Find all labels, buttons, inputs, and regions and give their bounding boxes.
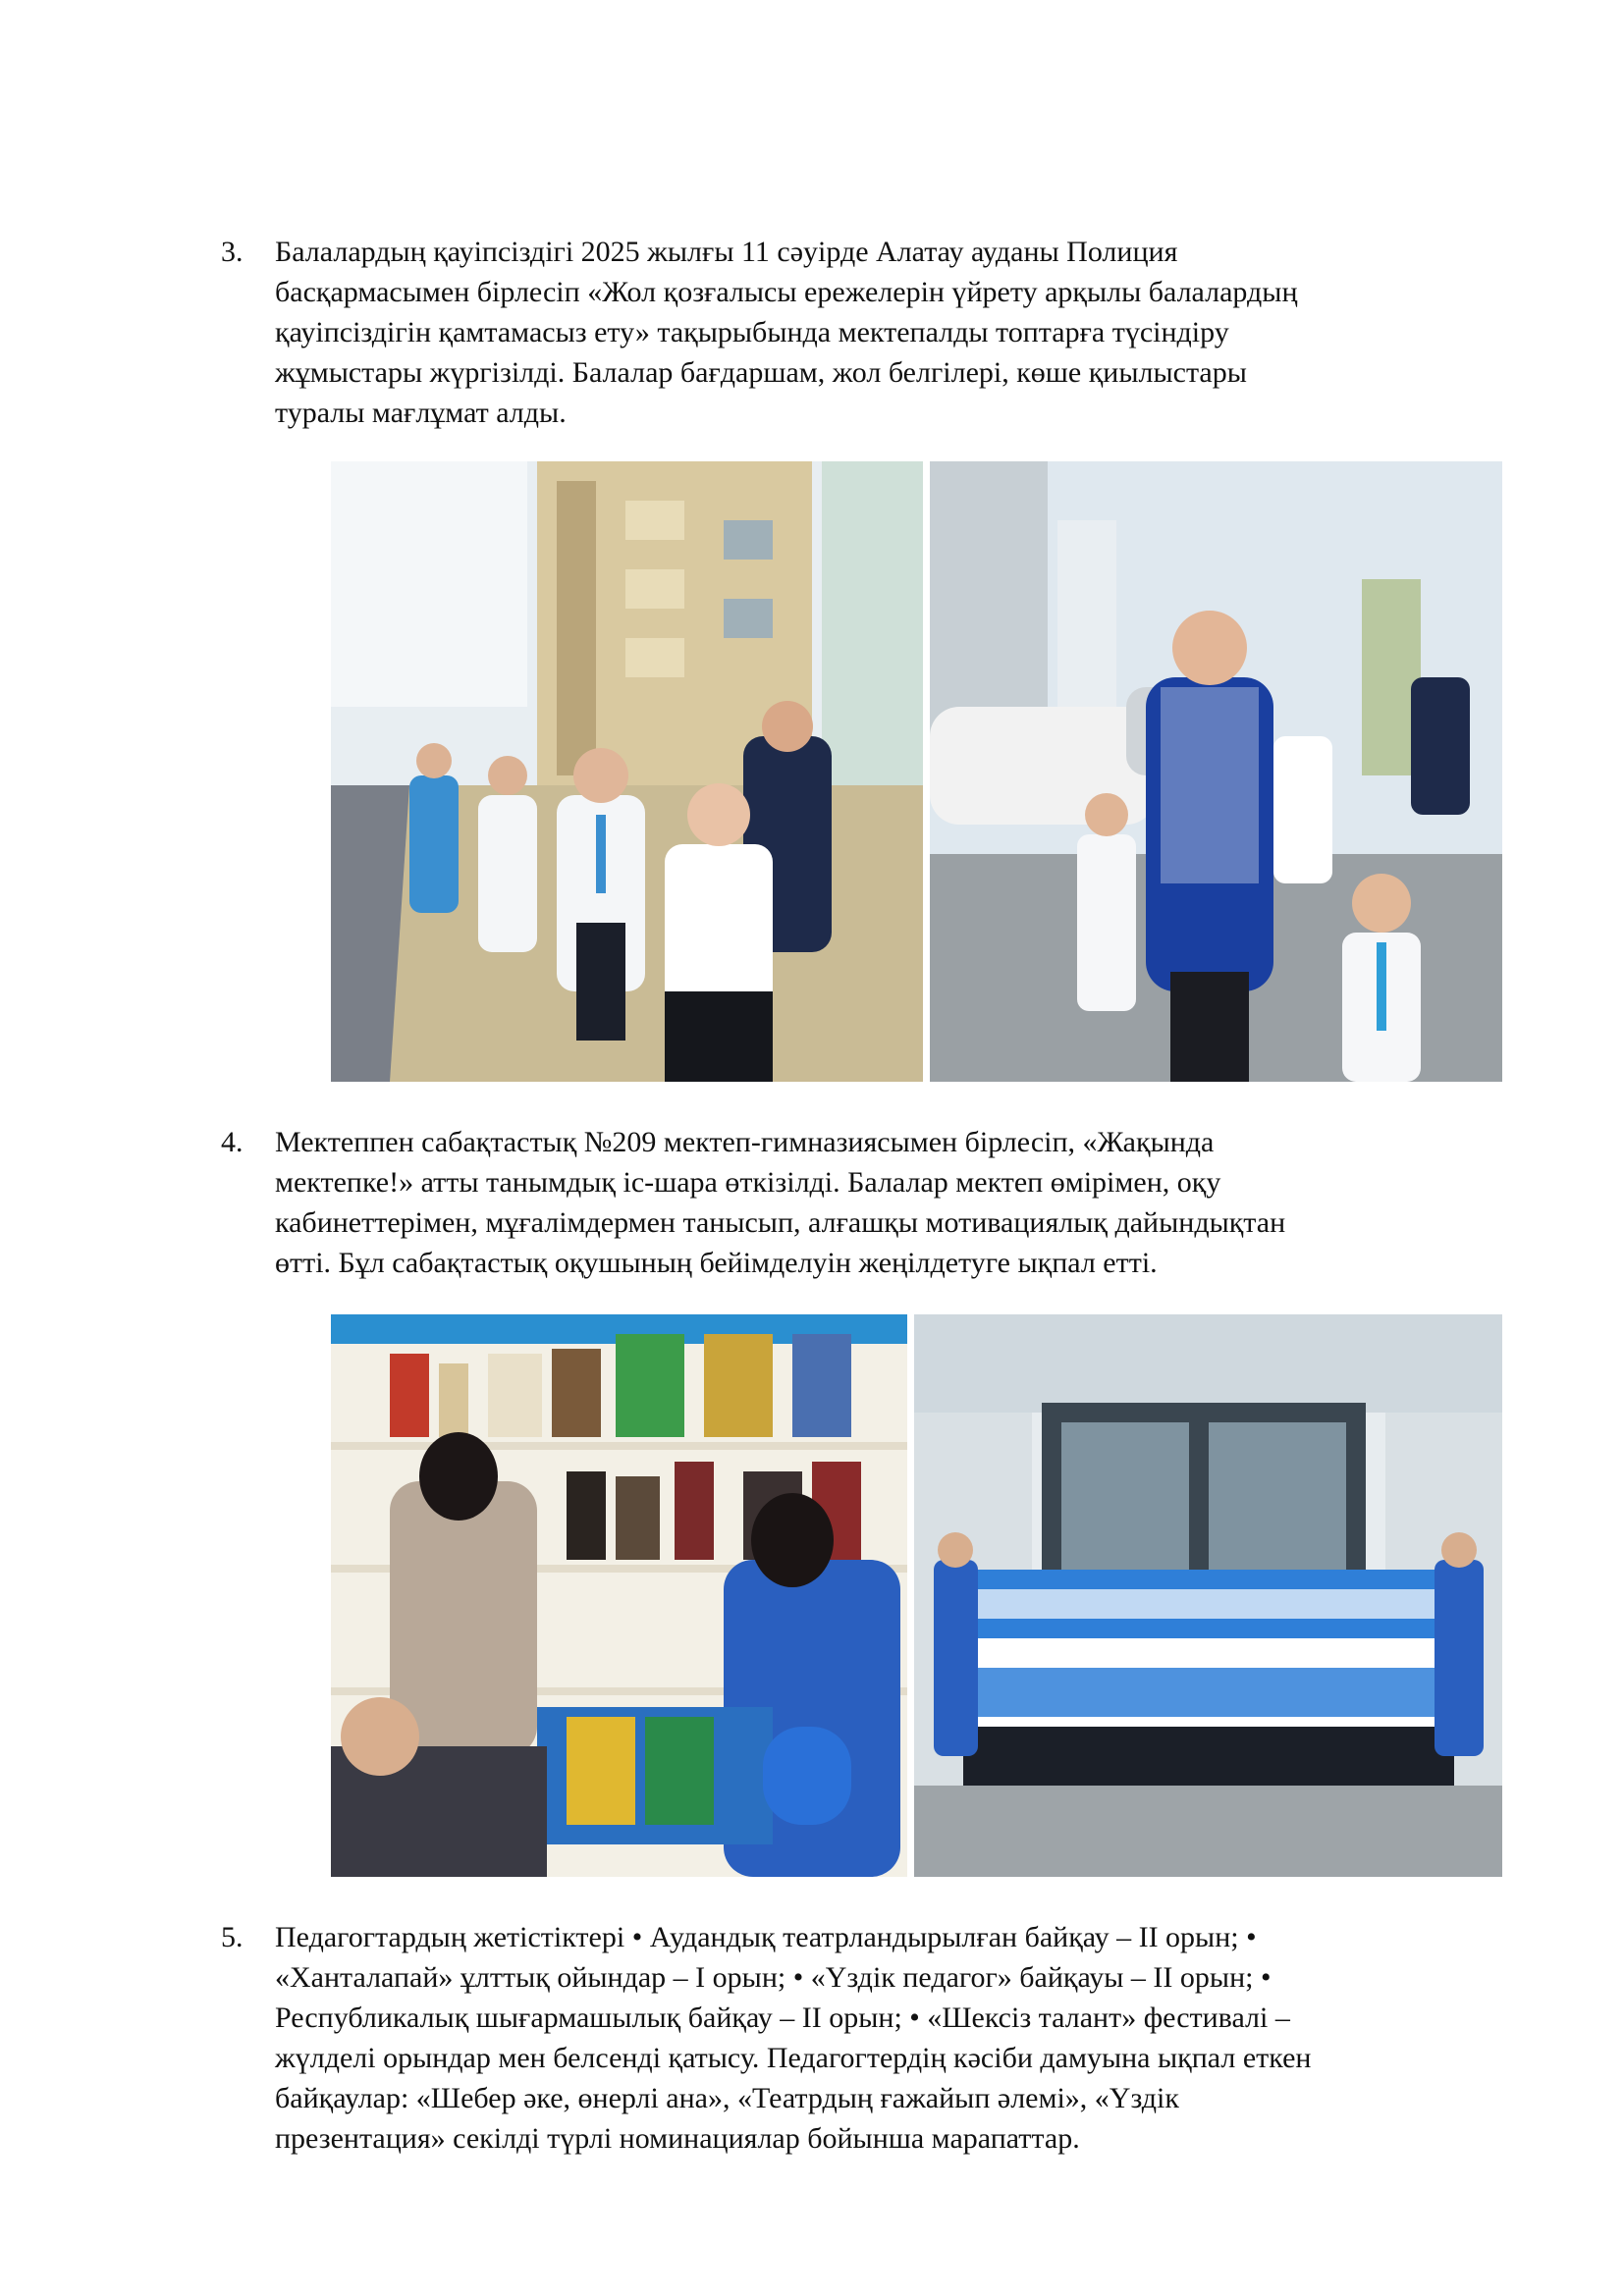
paragraph: Мектеппен сабақтастық №209 мектеп-гимназиясымен бірлесіп, «Жақында мектепке!» атты танымдық іс-шара өткізілді. Балалар мектеп өмірімен, оқу кабинеттерімен, мұғалімдермен танысып, алғашқы мотивациялық дайындықтан өтті. Бұл сабақтастық оқушының бейімделуін жеңілдетуге ықпал етті. [275,1126,1286,1279]
list-item-3 [221,232,1492,433]
children-walking-with-police-photo [331,461,923,1082]
group-in-front-of-school-photo [914,1314,1502,1877]
list-number: 5. [221,1921,244,1953]
list-number: 4. [221,1126,244,1158]
teacher-with-children-street-photo [930,461,1502,1082]
list-number: 3. [221,236,244,268]
paragraph: Педагогтардың жетістіктері • Аудандық театрландырылған байқау – ІІ орын; • «Ханталапай» ұлттық ойындар – І орын; • «Үздік педагог» байқауы – ІІ орын; • Республикалық шығармашылық байқау – ІІ орын; • «Шексіз талант» фестивалі – жүлделі орындар мен белсенді қатысу. Педагогтердің кәсіби дамуына ықпал еткен байқаулар: «Шебер әке, өнерлі ана», «Театрдың ғажайып әлемі», «Үздік презентация» секілді түрлі номинациялар бойынша марапаттар. [275,1921,1312,2155]
list-item-4 [221,1122,1492,1283]
paragraph: Балалардың қауіпсіздігі 2025 жылғы 11 сәуірде Алатау ауданы Полиция басқармасымен бірлесіп «Жол қозғалысы ережелерін үйрету арқылы балалардың қауіпсіздігін қамтамасыз ету» тақырыбында мектепалды топтарға түсіндіру жұмыстары жүргізілді. Балалар бағдаршам, жол белгілері, көше қиылыстары туралы мағлұмат алды. [275,236,1298,429]
library-bookshelf-photo [331,1314,907,1877]
list-item-5 [221,1917,1492,2159]
